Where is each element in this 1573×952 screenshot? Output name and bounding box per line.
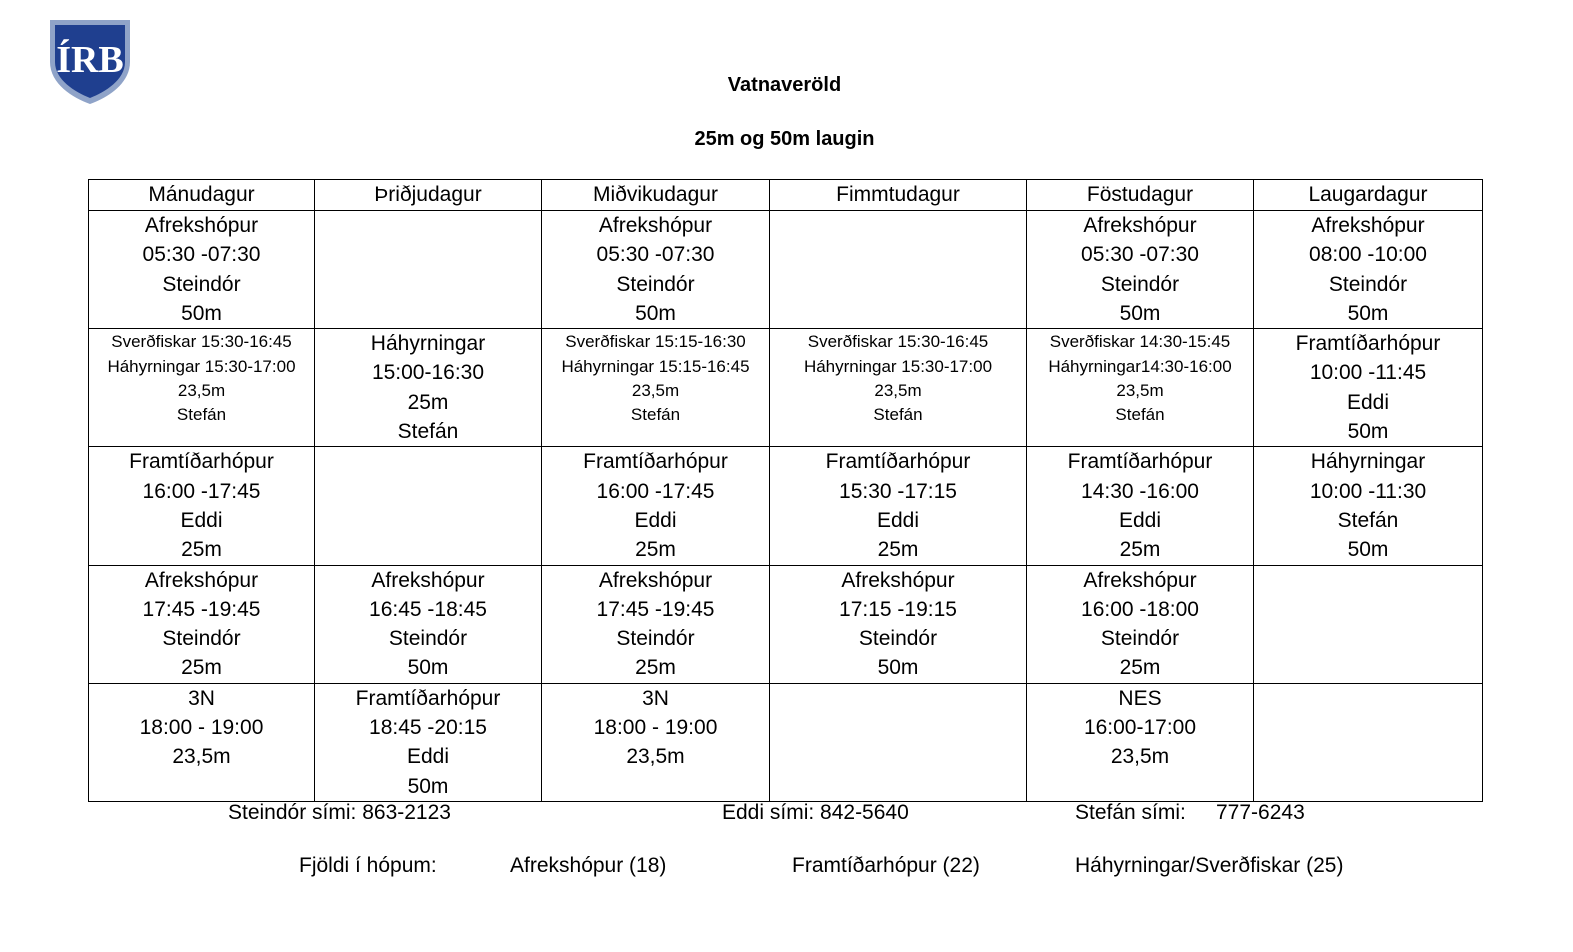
session-line: 23,5m [177,381,226,400]
session-line: Sverðfiskar 15:30-16:45 [111,332,292,352]
session-line: Sverðfiskar 15:30-16:45 [807,332,989,352]
session-line: Steindór [1100,272,1180,296]
day-header-row [89,180,1483,211]
schedule-cell [89,565,315,683]
schedule-cell [315,211,542,329]
session-line: Framtíðarhópur [1295,332,1441,356]
contact-steindor: Steindór sími: 863-2123 [228,801,451,824]
session-line: Framtíðarhópur [583,450,728,474]
session-line: 05:30 -07:30 [1081,243,1199,267]
schedule-cell [770,447,1027,565]
schedule-cell [89,211,315,329]
session-line: 14:30 -16:00 [1081,479,1199,503]
session-line: Sverðfiskar 14:30-15:45 [1049,332,1231,352]
session-line: Háhyrningar [1310,450,1426,474]
session-line: Afrekshópur [1083,214,1197,237]
session-line: 17:45 -19:45 [596,597,715,621]
session-line: Afrekshópur [598,568,713,592]
session-line: 50m [1119,301,1161,325]
group-count-label: Fjöldi í hópum: [299,854,437,877]
session-line: Framtíðarhópur [129,450,274,474]
schedule-cell [1027,329,1254,447]
day-header: Föstudagur [1027,180,1254,211]
session-line: 50m [1347,538,1389,562]
session-line: Steindór [162,627,241,651]
session-line: Háhyrningar [370,332,486,356]
session-line: Afrekshópur [1311,214,1425,237]
schedule-cell [315,329,542,447]
session-line: Eddi [1346,390,1390,414]
schedule-cell [1254,683,1483,801]
session-line: Stefán [630,405,681,425]
contact-stefan-label: Stefán sími: [1075,801,1186,824]
session-line: 17:15 -19:15 [839,597,957,621]
session-line: Háhyrningar 15:30-17:00 [803,356,993,376]
session-line: 23,5m [626,745,685,769]
schedule-cell [542,329,770,447]
session-line: Framtíðarhópur [825,450,971,474]
contact-stefan-number: 777-6243 [1216,801,1305,824]
schedule-cell [770,211,1027,329]
session-line: 25m [181,656,222,680]
schedule-cell [315,565,542,683]
page-subtitle: 25m og 50m laugin [694,128,875,150]
session-line: Afrekshópur [598,214,713,237]
session-line: 05:30 -07:30 [596,243,715,267]
logo-text: ÍRB [56,39,124,81]
session-line: Afrekshópur [1083,568,1197,592]
session-line: Framtíðarhópur [1067,450,1213,474]
session-line: Afrekshópur [371,568,485,592]
page-title: Vatnaveröld [727,74,842,96]
session-line: 25m [877,538,919,562]
session-line: Framtíðarhópur [355,686,501,710]
session-line: Stefán [1115,405,1165,425]
schedule-cell [770,565,1027,683]
session-line: 25m [635,538,676,562]
schedule-cell [89,683,315,801]
schedule-row [89,683,1483,801]
session-line: Steindór [616,272,695,296]
day-header: Fimmtudagur [770,180,1027,211]
session-line: 50m [877,656,919,680]
day-header: Miðvikudagur [542,180,770,211]
session-line: Eddi [406,745,450,769]
session-line: 50m [407,656,449,680]
session-line: 25m [1119,656,1161,680]
session-line: Stefán [176,405,227,425]
session-line: 10:00 -11:30 [1309,479,1427,503]
schedule-body [89,211,1483,802]
session-line: Afrekshópur [841,568,955,592]
session-line: 25m [1119,538,1161,562]
session-line: Steindór [162,272,241,296]
session-line: 50m [1347,420,1389,444]
session-line: Afrekshópur [144,214,259,237]
session-line: Stefán [397,420,459,444]
session-line: 23,5m [172,745,231,769]
session-line: Eddi [180,508,223,532]
session-line: 50m [1347,301,1389,325]
schedule-row [89,329,1483,447]
session-line: Steindór [388,627,468,651]
schedule-cell [1254,565,1483,683]
schedule-cell [1027,683,1254,801]
session-line: Háhyrningar 15:15-16:45 [561,356,750,376]
session-line: 17:45 -19:45 [142,597,261,621]
schedule-cell [1254,447,1483,565]
session-line: 16:00 -17:45 [142,479,261,503]
schedule-row [89,447,1483,565]
session-line: 16:00 -17:45 [596,479,715,503]
session-line: 3N [188,686,215,710]
session-line: Háhyrningar 15:30-17:00 [107,356,296,376]
schedule-cell [1254,211,1483,329]
schedule-cell [1027,211,1254,329]
session-line: 16:00 -18:00 [1081,597,1199,621]
session-line: 23,5m [1110,745,1170,769]
session-line: 08:00 -10:00 [1309,243,1427,267]
session-line: Stefán [873,405,923,425]
session-line: 50m [407,774,449,798]
session-line: 23,5m [1116,381,1164,400]
schedule-cell [1027,447,1254,565]
schedule-row [89,565,1483,683]
schedule-cell [542,447,770,565]
schedule-cell [770,683,1027,801]
session-line: Eddi [634,508,677,532]
session-line: Steindór [616,627,695,651]
group-count-hahyrningar: Háhyrningar/Sverðfiskar (25) [1075,854,1344,877]
session-line: 25m [407,390,449,414]
schedule-cell [1254,329,1483,447]
schedule-cell [315,447,542,565]
session-line: Sverðfiskar 15:15-16:30 [565,332,746,352]
schedule-table [88,179,1483,802]
session-line: Steindór [1328,272,1408,296]
session-line: 23,5m [631,381,680,400]
day-header: Laugardagur [1254,180,1483,211]
session-line: 18:00 - 19:00 [139,716,264,740]
session-line: 15:00-16:30 [371,361,485,385]
session-line: 18:45 -20:15 [369,716,487,740]
session-line: Afrekshópur [144,568,259,592]
contact-eddi: Eddi sími: 842-5640 [722,801,909,824]
session-line: Stefán [1337,508,1399,532]
session-line: 23,5m [874,381,922,400]
session-line: NES [1118,686,1162,710]
day-header: Mánudagur [89,180,315,211]
day-header: Þriðjudagur [315,180,542,211]
session-line: 05:30 -07:30 [142,243,261,267]
session-line: Steindór [1100,627,1180,651]
group-count-afrek: Afrekshópur (18) [510,854,667,877]
session-line: 16:45 -18:45 [369,597,487,621]
session-line: Eddi [876,508,920,532]
schedule-cell [542,683,770,801]
session-line: 15:30 -17:15 [839,479,957,503]
schedule-cell [542,565,770,683]
schedule-cell [1027,565,1254,683]
schedule-cell [89,447,315,565]
schedule-cell [89,329,315,447]
session-line: Eddi [1118,508,1162,532]
schedule-cell [770,329,1027,447]
session-line: 3N [642,686,669,710]
session-line: 25m [181,538,222,562]
schedule-cell [315,683,542,801]
session-line: 18:00 - 19:00 [593,716,718,740]
session-line: 50m [635,301,676,325]
schedule-row [89,211,1483,329]
session-line: 10:00 -11:45 [1309,361,1427,385]
session-line: Steindór [858,627,938,651]
session-line: 16:00-17:00 [1083,716,1197,740]
session-line: Háhyrningar14:30-16:00 [1048,356,1232,376]
session-line: 50m [181,301,222,325]
group-count-framtid: Framtíðarhópur (22) [792,854,980,877]
session-line: 25m [635,656,676,680]
schedule-cell [542,211,770,329]
